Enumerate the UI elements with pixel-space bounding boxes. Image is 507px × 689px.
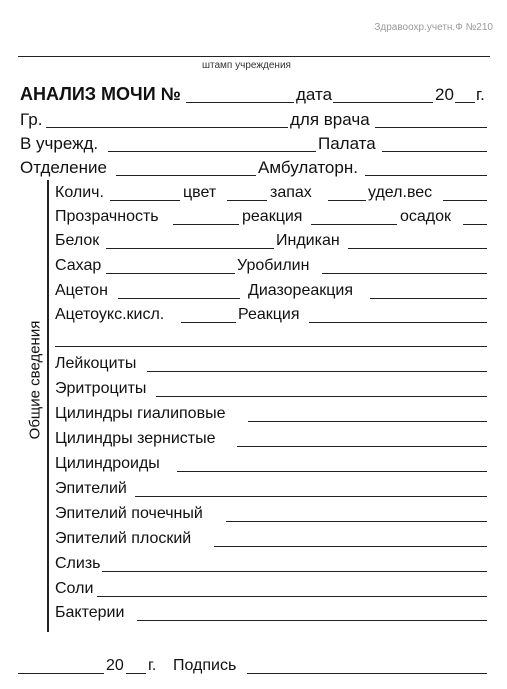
side-divider — [47, 180, 49, 632]
outpatient-label: Амбулаторн. — [258, 158, 358, 177]
bacteria-field[interactable] — [137, 620, 487, 621]
quantity-field[interactable] — [110, 200, 180, 201]
diazo-field[interactable] — [370, 298, 487, 299]
renal-epithelium-label: Эпителий почечный — [55, 505, 203, 522]
reaction2-label: Реакция — [238, 306, 300, 323]
sediment-label: осадок — [400, 208, 452, 225]
renal-epithelium-field[interactable] — [226, 521, 487, 522]
erythrocytes-label: Эритроциты — [55, 380, 147, 397]
sugar-label: Сахар — [55, 257, 102, 274]
cylindroids-label: Цилиндроиды — [55, 455, 160, 472]
smell-field[interactable] — [328, 200, 366, 201]
gravity-label: удел.вес — [368, 184, 433, 201]
gravity-field[interactable] — [443, 200, 487, 201]
form-title: АНАЛИЗ МОЧИ № — [20, 84, 181, 104]
leukocytes-label: Лейкоциты — [55, 355, 137, 372]
footer-year-suffix: г. — [148, 657, 157, 674]
analysis-number-field[interactable] — [186, 102, 294, 103]
group-label: Гр. — [20, 110, 43, 129]
department-label: Отделение — [20, 158, 107, 177]
blank-field[interactable] — [55, 346, 487, 347]
hyaline-label: Цилиндры гиалиповые — [55, 405, 226, 422]
leukocytes-field[interactable] — [147, 371, 487, 372]
institution-label: В учрежд. — [20, 134, 99, 153]
for-doctor-label: для врача — [290, 110, 370, 129]
footer-year-prefix: 20 — [106, 657, 124, 674]
granular-field[interactable] — [237, 446, 487, 447]
reaction-field[interactable] — [311, 224, 397, 225]
footer-year-field[interactable] — [126, 673, 146, 674]
acetoacetic-label: Ацетоукс.кисл. — [55, 306, 165, 323]
sediment-field[interactable] — [463, 224, 487, 225]
color-label: цвет — [183, 184, 217, 201]
stamp-line — [18, 56, 490, 57]
indican-field[interactable] — [348, 248, 487, 249]
sugar-field[interactable] — [106, 273, 235, 274]
signature-field[interactable] — [247, 673, 487, 674]
acetone-field[interactable] — [118, 298, 240, 299]
transparency-field[interactable] — [173, 224, 239, 225]
mucus-label: Слизь — [55, 555, 101, 572]
year-suffix: г. — [476, 85, 485, 104]
granular-label: Цилиндры зернистые — [55, 430, 216, 447]
indican-label: Индикан — [276, 232, 340, 249]
erythrocytes-field[interactable] — [156, 396, 487, 397]
ward-label: Палата — [318, 134, 376, 153]
smell-label: запах — [270, 184, 312, 201]
epithelium-field[interactable] — [135, 496, 487, 497]
ward-field[interactable] — [382, 151, 487, 152]
urobilin-label: Уробилин — [237, 257, 310, 274]
signature-label: Подпись — [173, 657, 237, 674]
form-reference: Здравоохр.учетн.Ф №210 — [374, 22, 493, 33]
transparency-label: Прозрачность — [55, 208, 159, 225]
epithelium-label: Эпителий — [55, 480, 127, 497]
acetone-label: Ацетон — [55, 282, 108, 299]
diazo-label: Диазореакция — [248, 282, 354, 299]
protein-label: Белок — [55, 232, 100, 249]
year-field[interactable] — [455, 102, 475, 103]
date-label: дата — [296, 85, 333, 104]
salts-field[interactable] — [97, 596, 487, 597]
stamp-label: штамп учреждения — [202, 60, 291, 71]
outpatient-field[interactable] — [365, 175, 487, 176]
flat-epithelium-label: Эпителий плоский — [55, 530, 192, 547]
mucus-field[interactable] — [102, 571, 487, 572]
department-field[interactable] — [116, 175, 256, 176]
salts-label: Соли — [55, 580, 94, 597]
year-prefix: 20 — [435, 85, 454, 104]
institution-field[interactable] — [108, 151, 316, 152]
group-field[interactable] — [46, 127, 288, 128]
color-field[interactable] — [227, 200, 267, 201]
date-field[interactable] — [333, 102, 433, 103]
quantity-label: Колич. — [55, 184, 104, 201]
bacteria-label: Бактерии — [55, 604, 125, 621]
cylindroids-field[interactable] — [177, 471, 487, 472]
reaction2-field[interactable] — [309, 322, 487, 323]
flat-epithelium-field[interactable] — [214, 546, 487, 547]
hyaline-field[interactable] — [248, 421, 487, 422]
reaction-label: реакция — [242, 208, 303, 225]
for-doctor-field[interactable] — [375, 127, 487, 128]
footer-date-field[interactable] — [18, 673, 104, 674]
urobilin-field[interactable] — [322, 273, 487, 274]
protein-field[interactable] — [106, 248, 274, 249]
side-label: Общие сведения — [26, 320, 44, 440]
acetoacetic-field[interactable] — [181, 322, 236, 323]
